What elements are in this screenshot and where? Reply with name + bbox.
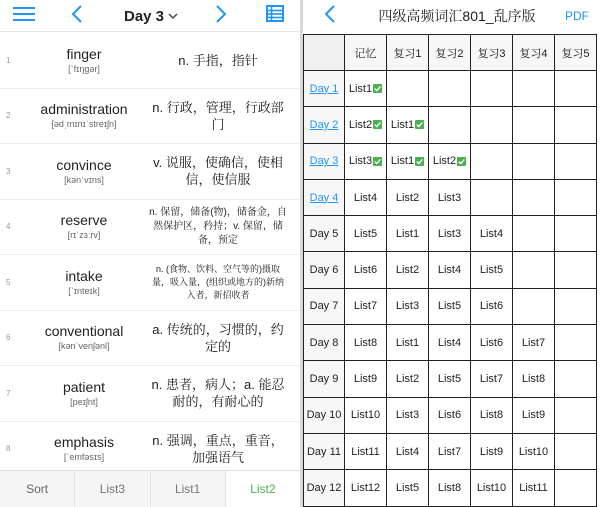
schedule-cell: [387, 397, 429, 433]
schedule-cell: [345, 470, 387, 506]
schedule-cell: [429, 107, 471, 143]
schedule-cell: [513, 397, 555, 433]
word-list-item[interactable]: [0, 33, 300, 89]
word-entry: [16, 311, 152, 366]
schedule-cell: [471, 216, 513, 252]
day-cell: [304, 288, 345, 324]
day-label: Day 9: [309, 373, 339, 386]
list-label: List10: [518, 445, 549, 458]
schedule-cell: [345, 433, 387, 469]
schedule-cell: [513, 470, 555, 506]
schedule-cell: [429, 433, 471, 469]
menu-button[interactable]: [8, 0, 40, 32]
pdf-export-button[interactable]: PDF: [565, 9, 589, 23]
day-cell: [304, 252, 345, 288]
schedule-row: [304, 325, 597, 361]
schedule-cell: [345, 71, 387, 107]
schedule-cell: [429, 252, 471, 288]
review-schedule-panel: [303, 0, 600, 507]
word-list-item[interactable]: [0, 200, 300, 256]
schedule-cell: [555, 143, 597, 179]
list-label: List1: [395, 336, 420, 349]
word-definition: n. 患者，病人；a. 能忍耐的，有耐心的: [151, 377, 285, 410]
schedule-cell: [345, 288, 387, 324]
day-cell: [304, 433, 345, 469]
vocabulary-book-title: 四级高频词汇801_乱序版: [378, 8, 536, 24]
schedule-cell: [555, 470, 597, 506]
schedule-cell: [471, 325, 513, 361]
schedule-row: [304, 216, 597, 252]
schedule-row: [304, 361, 597, 397]
schedule-cell: [471, 143, 513, 179]
schedule-header-row: [304, 35, 597, 71]
day-label: Day 7: [309, 300, 339, 313]
list-label: List4: [437, 336, 462, 349]
schedule-cell: [555, 288, 597, 324]
list-label: List2: [348, 118, 373, 131]
checkbox-checked-icon: [415, 157, 424, 166]
schedule-cell: [429, 397, 471, 433]
word-list-item[interactable]: [0, 144, 300, 200]
list-tab-list3[interactable]: List3: [75, 471, 150, 507]
list-label: List11: [519, 481, 548, 494]
schedule-cell: [345, 252, 387, 288]
list-label: List5: [479, 264, 504, 277]
schedule-cell: [387, 71, 429, 107]
list-label: List4: [479, 227, 504, 240]
word-text: intake: [65, 267, 103, 284]
day-label: Day 11: [306, 445, 342, 458]
sort-tab[interactable]: Sort: [0, 471, 75, 507]
list-label: List5: [437, 373, 462, 386]
list-label: List5: [353, 227, 378, 240]
word-entry: [16, 422, 152, 471]
list-label: List8: [353, 336, 378, 349]
day-cell: [304, 470, 345, 506]
schedule-cell: [345, 107, 387, 143]
list-label: List2: [395, 191, 420, 204]
next-day-button[interactable]: [206, 0, 236, 32]
schedule-cell: [513, 288, 555, 324]
word-entry: [16, 255, 152, 310]
schedule-cell: [429, 288, 471, 324]
word-list-item[interactable]: [0, 255, 300, 311]
list-label: List8: [479, 409, 504, 422]
schedule-cell: [387, 107, 429, 143]
schedule-row: [304, 470, 597, 506]
schedule-cell: [345, 216, 387, 252]
word-definition: n. 强调，重点，重音，加强语气: [152, 432, 284, 465]
list-label: List8: [437, 481, 462, 494]
review-schedule-table: [303, 34, 597, 507]
word-entry: [16, 89, 152, 144]
schedule-cell: [513, 71, 555, 107]
day-link[interactable]: Day 1: [309, 82, 339, 95]
word-text: conventional: [44, 323, 124, 340]
list-label: List7: [353, 300, 378, 313]
back-button[interactable]: [317, 0, 343, 32]
list-label: List9: [479, 445, 504, 458]
word-phonetic: [ˈɪnteɪk]: [68, 285, 100, 296]
schedule-cell: [555, 71, 597, 107]
column-header: 复习1: [387, 35, 429, 71]
day-link[interactable]: Day 4: [309, 191, 339, 204]
schedule-cell: [471, 470, 513, 506]
list-label: List4: [437, 264, 462, 277]
word-list-item[interactable]: [0, 89, 300, 145]
word-list-item[interactable]: [0, 366, 300, 422]
day-label: Day 3: [123, 7, 165, 25]
schedule-cell: [345, 143, 387, 179]
word-index: 2: [6, 111, 11, 121]
schedule-cell: [387, 325, 429, 361]
checkbox-checked-icon: [373, 157, 382, 166]
word-definition: a. 传统的，习惯的，约定的: [152, 321, 284, 354]
chevron-down-icon: [168, 13, 178, 20]
list-label: List2: [395, 264, 420, 277]
schedule-cell: [345, 325, 387, 361]
list-label: List1: [390, 155, 415, 168]
schedule-cell: [429, 470, 471, 506]
day-cell: [304, 361, 345, 397]
list-label: List1: [348, 82, 373, 95]
schedule-cell: [387, 216, 429, 252]
schedule-cell: [429, 179, 471, 215]
schedule-cell: [429, 71, 471, 107]
schedule-cell: [345, 179, 387, 215]
schedule-cell: [555, 433, 597, 469]
schedule-cell: [471, 252, 513, 288]
schedule-cell: [387, 470, 429, 506]
schedule-cell: [513, 179, 555, 215]
schedule-row: [304, 107, 597, 143]
word-entry: [16, 33, 152, 88]
word-entry: [16, 366, 152, 421]
day-link[interactable]: Day 3: [309, 155, 339, 168]
day-label: Day 8: [309, 336, 339, 349]
list-label: List6: [479, 300, 504, 313]
word-text: emphasis: [54, 434, 114, 451]
list-label: List12: [350, 481, 381, 494]
chevron-left-icon: [324, 5, 336, 28]
schedule-cell: [513, 433, 555, 469]
schedule-cell: [513, 252, 555, 288]
word-phonetic: [ˈfɪŋɡər]: [68, 63, 100, 74]
schedule-header: [303, 0, 600, 32]
day-label: Day 10: [306, 409, 342, 422]
schedule-cell: [513, 361, 555, 397]
schedule-row: [304, 143, 597, 179]
schedule-table-button[interactable]: [260, 0, 290, 32]
word-list: [0, 33, 300, 470]
word-text: patient: [62, 378, 106, 395]
list-label: List9: [521, 409, 546, 422]
day-cell: [304, 143, 345, 179]
list-label: List6: [437, 409, 462, 422]
schedule-cell: [513, 143, 555, 179]
list-label: List6: [479, 336, 504, 349]
checkbox-checked-icon: [373, 120, 382, 129]
schedule-cell: [513, 325, 555, 361]
list-label: List3: [437, 227, 462, 240]
schedule-cell: [345, 397, 387, 433]
day-label: Day 12: [306, 481, 342, 494]
list-label: List1: [395, 227, 420, 240]
schedule-cell: [429, 143, 471, 179]
word-definition: n. 行政，管理，行政部门: [152, 99, 284, 132]
word-text: finger: [66, 45, 102, 62]
word-entry: [16, 200, 152, 255]
word-phonetic: [ˈemfəsɪs]: [63, 452, 105, 463]
list-label: List5: [395, 481, 420, 494]
list-label: List1: [390, 118, 415, 131]
word-list-item[interactable]: [0, 311, 300, 367]
day-link[interactable]: Day 2: [309, 118, 339, 131]
word-index: 4: [6, 222, 11, 232]
word-index: 8: [6, 444, 11, 454]
word-text: administration: [40, 101, 128, 118]
word-index: 3: [6, 166, 11, 176]
day-cell: [304, 397, 345, 433]
word-definition: n. 手指，指针: [178, 52, 258, 68]
schedule-row: [304, 252, 597, 288]
schedule-row: [304, 71, 597, 107]
day-label: Day 5: [309, 227, 339, 240]
previous-day-button[interactable]: [62, 0, 92, 32]
list-label: List5: [437, 300, 462, 313]
schedule-cell: [429, 361, 471, 397]
schedule-cell: [471, 433, 513, 469]
list-label: List3: [395, 409, 420, 422]
table-corner-cell: [304, 35, 345, 71]
schedule-cell: [555, 325, 597, 361]
day-cell: [304, 71, 345, 107]
word-index: 1: [6, 55, 11, 65]
word-index: 6: [6, 333, 11, 343]
table-list-icon: [266, 5, 284, 27]
column-header: 记忆: [345, 35, 387, 71]
day-cell: [304, 325, 345, 361]
schedule-cell: [555, 252, 597, 288]
schedule-cell: [387, 143, 429, 179]
list-tab-list2[interactable]: List2: [226, 471, 300, 507]
word-definition: n. (食物、饮料、空气等的)摄取量，吸入量，(组织或地方的)新纳入者，新招收者: [152, 263, 284, 300]
schedule-cell: [387, 288, 429, 324]
schedule-cell: [471, 107, 513, 143]
checkbox-checked-icon: [373, 84, 382, 93]
list-label: List7: [521, 336, 546, 349]
list-tab-list1[interactable]: List1: [151, 471, 226, 507]
list-label: List7: [437, 445, 462, 458]
list-label: List3: [348, 155, 373, 168]
schedule-cell: [555, 107, 597, 143]
schedule-row: [304, 179, 597, 215]
schedule-cell: [513, 216, 555, 252]
list-label: List4: [353, 191, 378, 204]
schedule-cell: [555, 361, 597, 397]
word-list-header: [0, 0, 300, 32]
schedule-cell: [555, 179, 597, 215]
list-label: List2: [395, 373, 420, 386]
day-cell: [304, 107, 345, 143]
chevron-right-icon: [215, 5, 227, 28]
word-phonetic: [kənˈvenʃənl]: [58, 341, 110, 352]
list-label: List9: [353, 373, 378, 386]
word-definition: v. 说服，使确信，使相信，使信服: [153, 155, 283, 188]
list-tab-bar: [0, 470, 300, 507]
column-header: 复习4: [513, 35, 555, 71]
schedule-cell: [471, 397, 513, 433]
day-label: Day 6: [309, 264, 339, 277]
column-header: 复习2: [429, 35, 471, 71]
column-header: 复习5: [555, 35, 597, 71]
list-label: List2: [432, 155, 457, 168]
schedule-cell: [387, 252, 429, 288]
list-label: List11: [351, 445, 380, 458]
word-phonetic: [rɪˈzɜːrv]: [67, 230, 101, 241]
word-index: 7: [6, 388, 11, 398]
word-entry: [16, 144, 152, 199]
word-phonetic: [peɪʃnt]: [70, 396, 98, 407]
schedule-cell: [387, 361, 429, 397]
schedule-cell: [429, 216, 471, 252]
list-label: List8: [521, 373, 546, 386]
schedule-cell: [387, 179, 429, 215]
checkbox-checked-icon: [415, 120, 424, 129]
schedule-cell: [387, 433, 429, 469]
schedule-cell: [471, 179, 513, 215]
day-cell: [304, 179, 345, 215]
word-index: 5: [6, 277, 11, 287]
day-cell: [304, 216, 345, 252]
schedule-cell: [555, 216, 597, 252]
day-selector[interactable]: [110, 0, 192, 32]
word-definition: n. 保留，储备(物)，储备金，自然保护区，矜持；v. 保留，储备，预定: [149, 206, 287, 246]
list-label: List10: [476, 481, 507, 494]
schedule-cell: [513, 107, 555, 143]
word-list-item[interactable]: [0, 422, 300, 471]
list-label: List6: [353, 264, 378, 277]
list-label: List10: [350, 409, 381, 422]
word-phonetic: [ədˌmɪnɪˈstreɪʃn]: [51, 119, 117, 130]
hamburger-menu-icon: [13, 6, 35, 27]
schedule-row: [304, 433, 597, 469]
schedule-cell: [471, 71, 513, 107]
list-label: List4: [395, 445, 420, 458]
list-label: List3: [395, 300, 420, 313]
list-label: List7: [479, 373, 504, 386]
chevron-left-icon: [71, 5, 83, 28]
schedule-cell: [345, 361, 387, 397]
schedule-cell: [471, 361, 513, 397]
schedule-cell: [429, 325, 471, 361]
list-label: List3: [437, 191, 462, 204]
schedule-cell: [555, 397, 597, 433]
column-header: 复习3: [471, 35, 513, 71]
schedule-row: [304, 397, 597, 433]
word-text: reserve: [60, 212, 108, 229]
schedule-cell: [471, 288, 513, 324]
schedule-row: [304, 288, 597, 324]
checkbox-checked-icon: [457, 157, 466, 166]
word-text: convince: [56, 156, 112, 173]
word-phonetic: [kənˈvɪns]: [64, 174, 104, 185]
